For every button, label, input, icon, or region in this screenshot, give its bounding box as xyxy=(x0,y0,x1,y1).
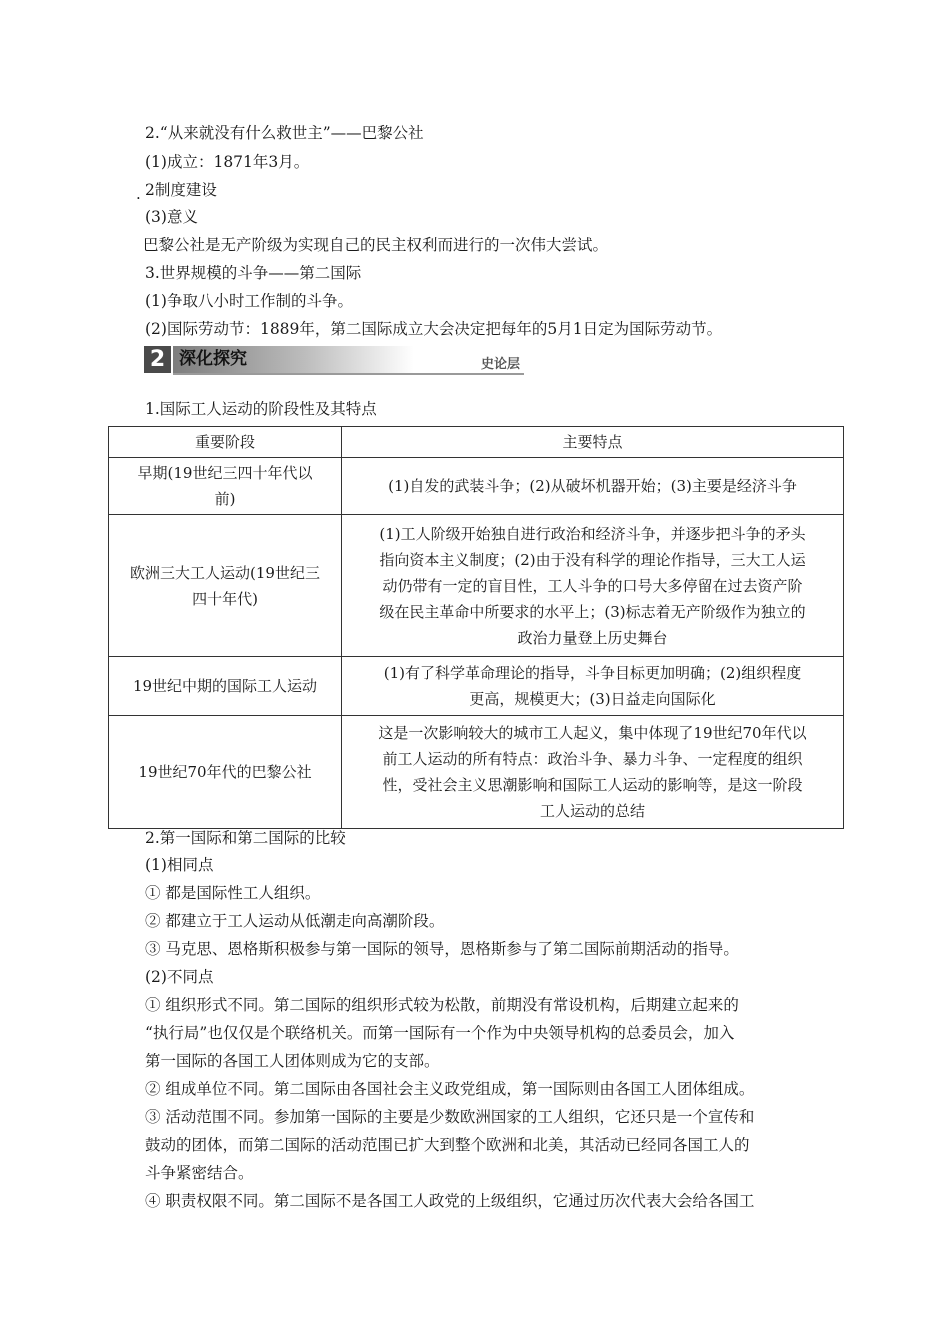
features-cell xyxy=(342,515,844,657)
stray-dot: . xyxy=(136,185,141,203)
system-building-line: 2制度建设 xyxy=(145,181,217,199)
section-banner xyxy=(144,346,524,376)
similarity-1: ① 都是国际性工人组织。 xyxy=(145,884,321,902)
feature-line: 更高，规模更大；(3)日益走向国际化 xyxy=(469,690,716,708)
feature-line: 指向资本主义制度；(2)由于没有科学的理论作指导，三大工人运 xyxy=(379,550,806,569)
stages-table xyxy=(108,426,844,829)
features-cell xyxy=(342,458,844,515)
stage-cell xyxy=(109,657,342,716)
table-header-row xyxy=(109,427,844,458)
section-number: 2 xyxy=(144,346,171,373)
difference-1-line-2: “执行局”也仅仅是个联络机关。而第一国际有一个作为中央领导机构的总委员会，加入 xyxy=(145,1024,735,1042)
feature-line: (1)有了科学革命理论的指导，斗争目标更加明确；(2)组织程度 xyxy=(383,664,802,682)
eight-hour-line: (1)争取八小时工作制的斗争。 xyxy=(145,292,353,310)
heading-paris-commune: 2.“从来就没有什么救世主”——巴黎公社 xyxy=(145,124,424,142)
difference-4: ④ 职责权限不同。第二国际不是各国工人政党的上级组织，它通过历次代表大会给各国工 xyxy=(145,1192,755,1210)
feature-line: 动仍带有一定的盲目性，工人斗争的口号大多停留在过去资产阶 xyxy=(382,576,803,595)
stage-cell xyxy=(109,515,342,657)
table-heading: 1.国际工人运动的阶段性及其特点 xyxy=(145,400,377,418)
difference-2: ② 组成单位不同。第二国际由各国社会主义政党组成，第一国际则由各国工人团体组成。 xyxy=(145,1080,755,1098)
similarity-3: ③ 马克思、恩格斯积极参与第一国际的领导，恩格斯参与了第二国际前期活动的指导。 xyxy=(145,940,739,958)
stage-line: 四十年代) xyxy=(192,589,258,608)
section-title: 深化探究 xyxy=(179,349,247,369)
difference-3-line-2: 鼓动的团体，而第二国际的活动范围已扩大到整个欧洲和北美，其活动已经同各国工人的 xyxy=(145,1136,750,1154)
stage-line: 前) xyxy=(214,490,236,508)
table-row xyxy=(109,657,844,716)
similarity-2: ② 都建立于工人运动从低潮走向高潮阶段。 xyxy=(145,912,445,930)
stage-line: 早期(19世纪三四十年代以 xyxy=(137,464,313,482)
labor-day-line: (2)国际劳动节：1889年，第二国际成立大会决定把每年的5月1日定为国际劳动节。 xyxy=(145,320,723,338)
founding-line: (1)成立：1871年3月。 xyxy=(145,153,310,171)
heading-second-international: 3.世界规模的斗争——第二国际 xyxy=(145,264,362,282)
significance-text: 巴黎公社是无产阶级为实现自己的民主权利而进行的一次伟大尝试。 xyxy=(143,236,609,254)
stage-line: 19世纪中期的国际工人运动 xyxy=(132,677,318,695)
table-row xyxy=(109,716,844,829)
feature-line: 性，受社会主义思潮影响和国际工人运动的影响等，是这一阶段 xyxy=(382,776,803,794)
feature-line: 前工人运动的所有特点：政治斗争、暴力斗争、一定程度的组织 xyxy=(382,750,803,768)
feature-line: 政治力量登上历史舞台 xyxy=(517,628,668,647)
differences-title: (2)不同点 xyxy=(145,968,214,986)
stage-line: 欧洲三大工人运动(19世纪三 xyxy=(130,563,320,582)
difference-3-line-1: ③ 活动范围不同。参加第一国际的主要是少数欧洲国家的工人组织，它还只是一个宣传和 xyxy=(145,1108,755,1126)
feature-line: 这是一次影响较大的城市工人起义，集中体现了19世纪70年代以 xyxy=(378,724,807,742)
comparison-heading: 2.第一国际和第二国际的比较 xyxy=(145,829,346,847)
header-features: 主要特点 xyxy=(342,427,844,458)
features-cell xyxy=(342,657,844,716)
table-row xyxy=(109,515,844,657)
difference-1-line-1: ① 组织形式不同。第二国际的组织形式较为松散，前期没有常设机构，后期建立起来的 xyxy=(145,996,739,1014)
banner-rule xyxy=(173,373,524,375)
features-cell xyxy=(342,716,844,829)
difference-3-line-3: 斗争紧密结合。 xyxy=(145,1164,254,1182)
stage-cell xyxy=(109,716,342,829)
table-row xyxy=(109,458,844,515)
feature-line: (1)自发的武装斗争；(2)从破坏机器开始；(3)主要是经济斗争 xyxy=(388,477,797,495)
difference-1-line-3: 第一国际的各国工人团体则成为它的支部。 xyxy=(145,1052,440,1070)
similarities-title: (1)相同点 xyxy=(145,856,214,874)
header-stage: 重要阶段 xyxy=(109,427,342,458)
feature-line: 工人运动的总结 xyxy=(539,802,645,820)
feature-line: (1)工人阶级开始独自进行政治和经济斗争，并逐步把斗争的矛头 xyxy=(379,524,806,543)
feature-line: 级在民主革命中所要求的水平上；(3)标志着无产阶级作为独立的 xyxy=(379,602,806,621)
stage-cell xyxy=(109,458,342,515)
significance-title: (3)意义 xyxy=(145,208,198,226)
section-subtitle: 史论层 xyxy=(480,357,520,372)
stage-line: 19世纪70年代的巴黎公社 xyxy=(138,763,312,781)
